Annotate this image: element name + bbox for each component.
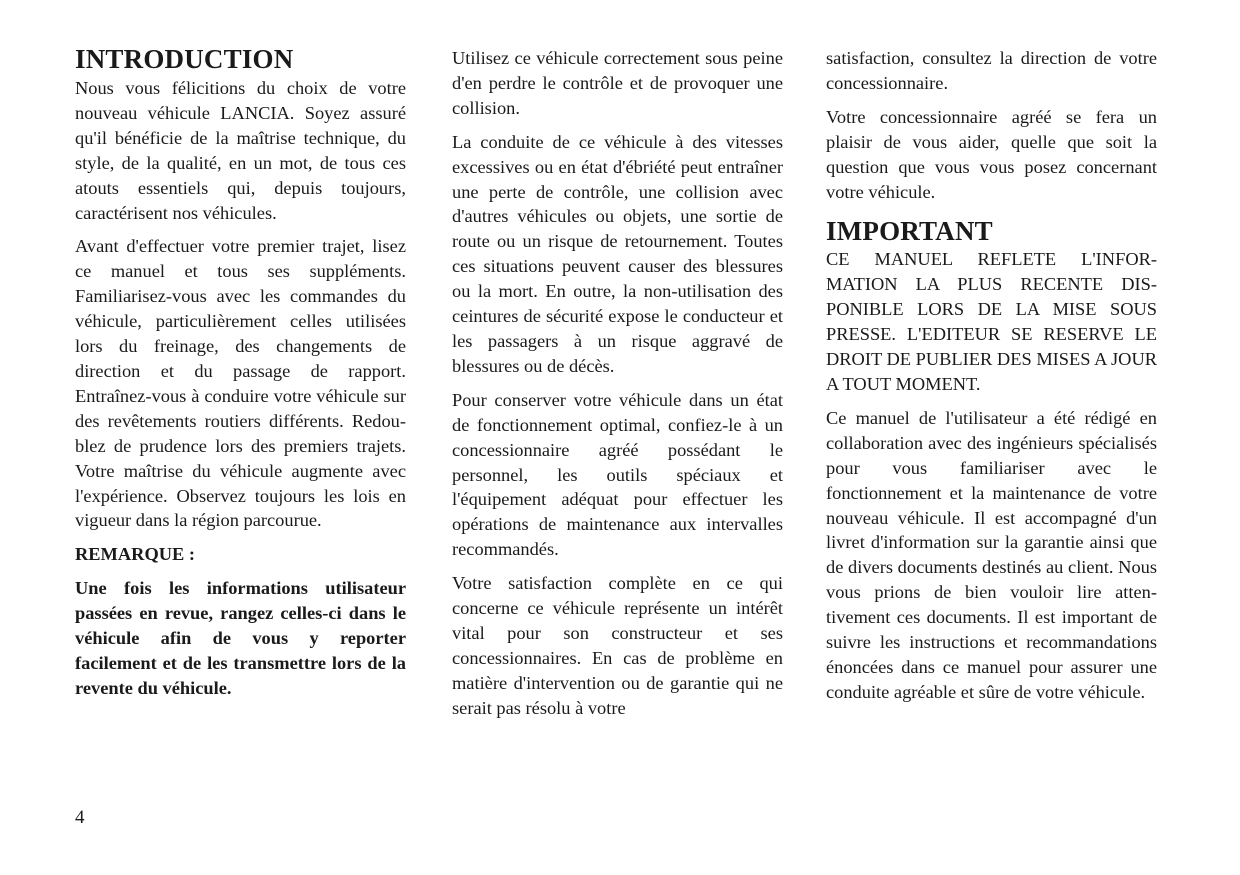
important-heading: IMPORTANT	[826, 216, 993, 247]
intro-paragraph-1: Nous vous félicitions du choix de votre nouveau véhicule LANCIA. Soyez assuré qu'il bénéficie de la maîtrise technique, du style, de la qualité, en un mot, de tous ces atouts essentiels qui, depuis toujours, caractérisent nos véhicules.	[75, 78, 406, 223]
left-column	[75, 44, 406, 701]
middle-paragraph-1: Utilisez ce véhicule correctement sous peine d'en perdre le contrôle et de provoquer une collision.	[452, 48, 783, 118]
right-paragraph-2: Votre concessionnaire agréé se fera un plaisir de vous aider, quelle que soit la question que vous vous posez concernant votre véhicule.	[826, 106, 1157, 202]
introduction-heading: INTRODUCTION	[75, 44, 294, 74]
middle-paragraph-2: La conduite de ce véhicule à des vitesses excessives ou en état d'ébriété peut entraîner une perte de contrôle, une collision avec d'autres véhicules ou objets, une sortie de route ou un risque de retournement. Toutes ces situations peuvent causer des blessures ou la mort. En outre, la non-utilisation des ceintures de sécurité expose le conducteur et les passagers à un risque aggravé de blessures ou de décès.	[452, 131, 783, 376]
remark-body: Une fois les informations utilisateur passées en revue, rangez celles-ci dans le véhicule afin de vous y reporter facilement et de les transmettre lors de la revente du véhicule.	[75, 578, 406, 698]
middle-paragraph-3: Pour conserver votre véhicule dans un état de fonctionnement optimal, confiez-le à un concessionnaire agréé possédant le personnel, les outils spéciaux et l'équipement adéquat pour effectuer les opérations de maintenance aux intervalles recommandés.	[452, 389, 783, 560]
intro-paragraph-2: Avant d'effectuer votre premier trajet, lisez ce manuel et tous ses suppléments. Familiarisez-vous avec les commandes du véhicule, particulièrement celles utilisées lors du freinage, des changements de direction et du passage de rapport. Entraînez-vous à conduire votre véhicule sur des revêtements routiers différents. Redoublez de prudence lors des premiers trajets. Votre maîtrise du véhicule augmente avec l'expérience. Observez toujours les lois en vigueur dans la région parcourue.	[75, 236, 406, 531]
remark-title: REMARQUE :	[75, 544, 196, 565]
right-paragraph-3: Ce manuel de l'utilisateur a été rédigé en collaboration avec des ingénieurs spécialisés pour vous familiariser avec le fonctionnement et la maintenance de votre nouveau véhicule. Il est accompagné d'un livret d'information sur la garantie ainsi que de divers documents destinés au client. Nous vous prions de bien vouloir lire attentivement ces documents. Il est important de suivre les instructions et recommandations énoncées dans ce manuel pour assurer une conduite agréable et sûre de votre véhicule.	[826, 407, 1157, 702]
right-column	[826, 46, 1157, 705]
right-paragraph-1: satisfaction, consultez la direction de votre concessionnaire.	[826, 48, 1157, 93]
important-notice: CE MANUEL REFLETE L'INFORMATION LA PLUS RECENTE DISPONIBLE LORS DE LA MISE SOUS PRESSE. L'EDITEUR SE RESERVE LE DROIT DE PUBLIER DES MISES A JOUR A TOUT MOMENT.	[826, 249, 1157, 394]
page-number: 4	[75, 807, 85, 828]
middle-column	[452, 46, 783, 721]
middle-paragraph-4: Votre satisfaction complète en ce qui concerne ce véhicule représente un intérêt vital pour son constructeur et ses concessionnaires. En cas de problème en matière d'intervention ou de garantie qui ne serait pas résolu à votre	[452, 573, 783, 718]
